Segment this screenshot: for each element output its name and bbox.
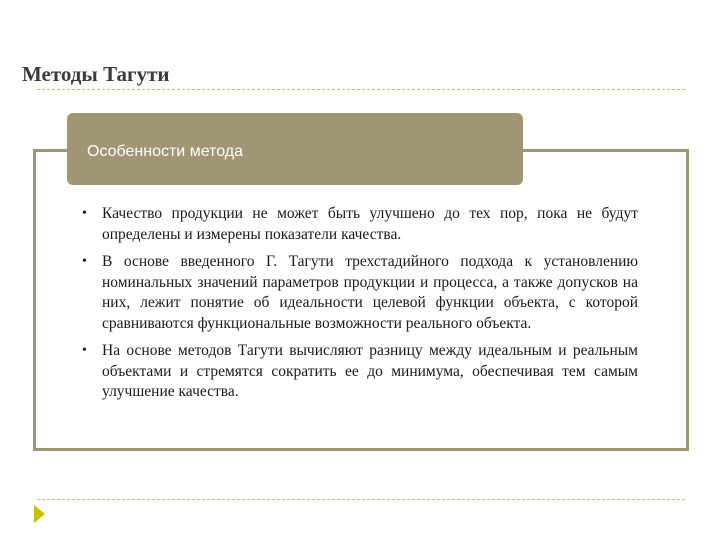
list-item: [82, 204, 638, 245]
panel-header: [67, 113, 523, 185]
bullet-icon: •: [82, 343, 87, 358]
list-item-text: Качество продукции не может быть улучшено до тех пор, пока не будут определены и измерены показатели качества.: [102, 205, 638, 243]
list-item: [82, 252, 638, 334]
bullet-icon: •: [82, 254, 87, 269]
list-item-text: В основе введенного Г. Тагути трехстадийного подхода к установлению номинальных значений параметров продукции и процесса, а также допусков на них, лежит понятие об идеальности целевой функции объекта, с которой сравниваются функциональные возможности реального объекта.: [102, 253, 638, 332]
panel-header-label: Особенности метода: [87, 143, 243, 160]
triangle-marker-icon: [34, 505, 45, 523]
bullet-icon: •: [82, 206, 87, 221]
top-divider: [37, 89, 685, 90]
list-item-text: На основе методов Тагути вычисляют разницу между идеальным и реальным объектами и стремятся сократить ее до минимума, обеспечивая тем самым улучшение качества.: [102, 342, 638, 400]
bottom-divider: [37, 499, 685, 500]
page-title: Методы Тагути: [22, 62, 170, 86]
list-item: [82, 341, 638, 403]
bullet-list: [82, 204, 638, 410]
